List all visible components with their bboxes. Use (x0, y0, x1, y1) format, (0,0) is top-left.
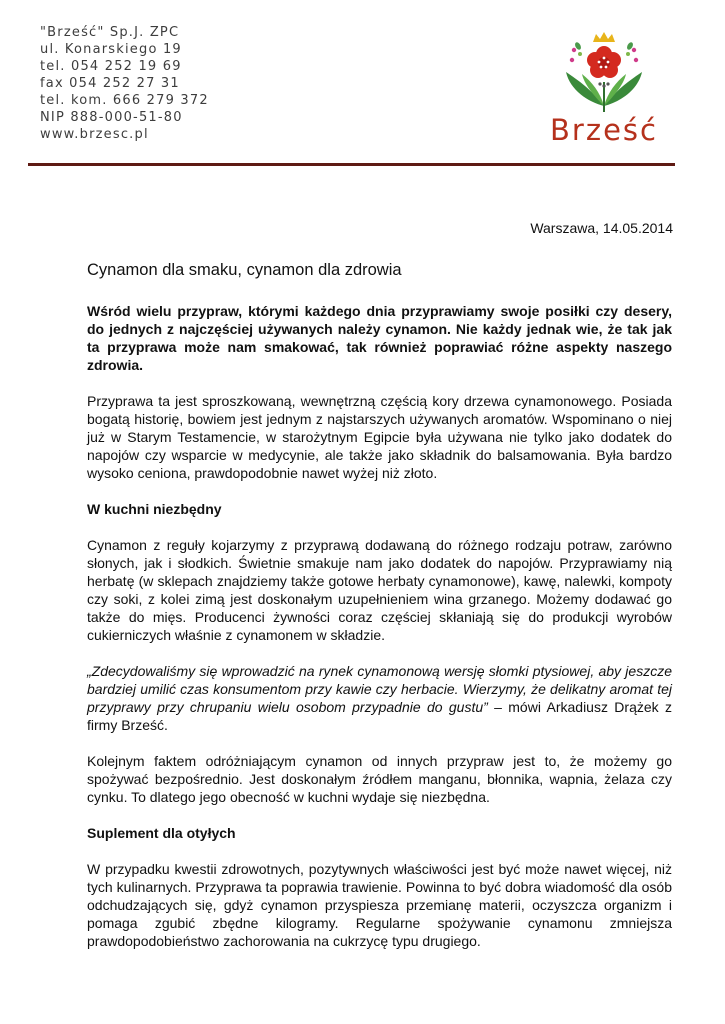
article-title: Cynamon dla smaku, cynamon dla zdrowia (87, 261, 402, 279)
company-mobile: tel. kom. 666 279 372 (40, 93, 209, 108)
flower-crown-logo-icon (548, 32, 660, 116)
lead-paragraph: Wśród wielu przypraw, którymi każdego dnia przyprawiamy swoje posiłki czy desery, do jednych z najczęściej używanych należy cynamon. Nie każdy jednak wie, że tak jak ta przyprawa może nam smakować, tak również poprawiać różne aspekty naszego zdrowia. (87, 303, 672, 373)
company-nip: NIP 888-000-51-80 (40, 110, 183, 125)
company-address: ul. Konarskiego 19 (40, 42, 182, 57)
paragraph-health: W przypadku kwestii zdrowotnych, pozytywnych właściwości jest być może nawet więcej, niż tych kulinarnych. Przyprawa ta poprawia trawienie. Powinna to być dobra wiadomość dla osób odchudzających się, gdyż cynamon przyspiesza przemianę materii, oczyszcza organizm i pomaga zgubić zbędne kilogramy. Regularne spożywanie cynamonu zmniejsza prawdopodobieństwo zachorowania na cukrzycę typu drugiego. (87, 861, 672, 949)
section-heading-supplement: Suplement dla otyłych (87, 825, 236, 841)
company-name: "Brześć" Sp.J. ZPC (40, 25, 180, 40)
paragraph-history: Przyprawa ta jest sproszkowaną, wewnętrzną częścią kory drzewa cynamonowego. Posiada bogatą historię, bowiem jest jednym z najstarszych używanych aromatów. Wspominano o niej już w Starym Testamencie, w starożytnym Egipcie była używana nie tylko jako dodatek do napojów czy wsparcie w medycynie, ale także jako składnik do balsamowania. Była bardzo wysoko ceniona, prawdopodobnie nawet wyżej niż złoto. (87, 393, 672, 481)
paragraph-nutrition: Kolejnym faktem odróżniającym cynamon od innych przypraw jest to, że możemy go spożywać bezpośrednio. Jest doskonałym źródłem manganu, błonnika, wapnia, żelaza czy cynku. To dlatego jego obecność w kuchni wydaje się niezbędna. (87, 753, 672, 805)
quote-attribution: – mówi Arkadiusz Drążek z firmy Brześć. (87, 699, 672, 733)
company-website-link[interactable]: www.brzesc.pl (40, 127, 149, 142)
letter-body (87, 260, 672, 968)
header-divider (28, 163, 675, 166)
quote-text: „Zdecydowaliśmy się wprowadzić na rynek cynamonową wersję słomki ptysiowej, aby jeszcze bardziej umilić czas konsumentom przy kawie czy herbacie. Wierzymy, że delikatny aromat tej przyprawy przy chrupaniu wielu osobom przypadnie do gustu” (87, 663, 672, 715)
company-phone: tel. 054 252 19 69 (40, 59, 182, 74)
company-fax: fax 054 252 27 31 (40, 76, 180, 91)
letter-date: Warszawa, 14.05.2014 (530, 220, 673, 236)
company-contact-block (40, 24, 209, 143)
section-heading-kitchen: W kuchni niezbędny (87, 501, 222, 517)
paragraph-kitchen: Cynamon z reguły kojarzymy z przyprawą dodawaną do różnego rodzaju potraw, zarówno słonych, jak i słodkich. Świetnie smakuje nam jako dodatek do napojów. Przyprawiamy nią herbatę (w sklepach znajdziemy także gotowe herbaty cynamonowe), kawę, nalewki, kompoty czy soki, z kolei zimą jest doskonałym uzupełnieniem wina grzanego. Możemy dodawać go także do mięs. Producenci żywności coraz częściej skłaniają się do produkcji wyrobów cukierniczych właśnie z cynamonem w składzie. (87, 537, 672, 643)
brzesc-logo (548, 32, 660, 147)
logo-brand-text: Brześć (550, 113, 658, 147)
quote-paragraph (87, 662, 672, 734)
